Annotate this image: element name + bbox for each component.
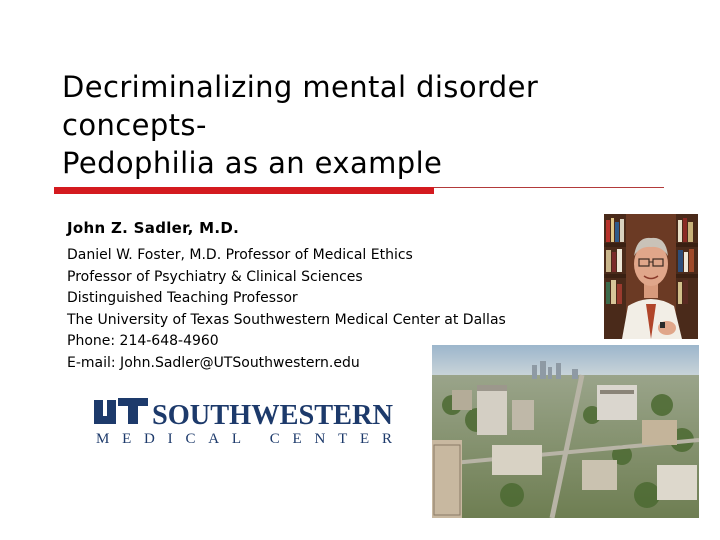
logo-graphic xyxy=(72,380,405,466)
title-line-3: Pedophilia as an example xyxy=(62,146,443,180)
author-detail-teaching: Distinguished Teaching Professor xyxy=(67,290,298,306)
slide-title xyxy=(62,68,642,182)
author-name: John Z. Sadler, M.D. xyxy=(67,219,240,237)
title-underline-bar xyxy=(54,187,434,194)
author-portrait-photo xyxy=(604,214,698,339)
author-detail-institution: The University of Texas Southwestern Medical Center at Dallas xyxy=(67,311,506,328)
title-line-2: concepts- xyxy=(62,108,207,142)
svg-text:MEDICAL CENTER: MEDICAL CENTER xyxy=(96,431,392,447)
author-detail-phone: Phone: 214-648-4960 xyxy=(67,333,219,349)
author-detail-email: E-mail: John.Sadler@UTSouthwestern.edu xyxy=(67,354,360,371)
campus-aerial-photo xyxy=(432,345,699,518)
title-line-1: Decriminalizing mental disorder xyxy=(62,70,539,104)
ut-southwestern-logo xyxy=(72,380,405,466)
title-underline-line xyxy=(434,187,664,188)
svg-text:SOUTHWESTERN: SOUTHWESTERN xyxy=(152,399,394,431)
author-detail-professor: Professor of Psychiatry & Clinical Sciences xyxy=(67,268,363,285)
author-detail-chair: Daniel W. Foster, M.D. Professor of Medical Ethics xyxy=(67,247,413,263)
